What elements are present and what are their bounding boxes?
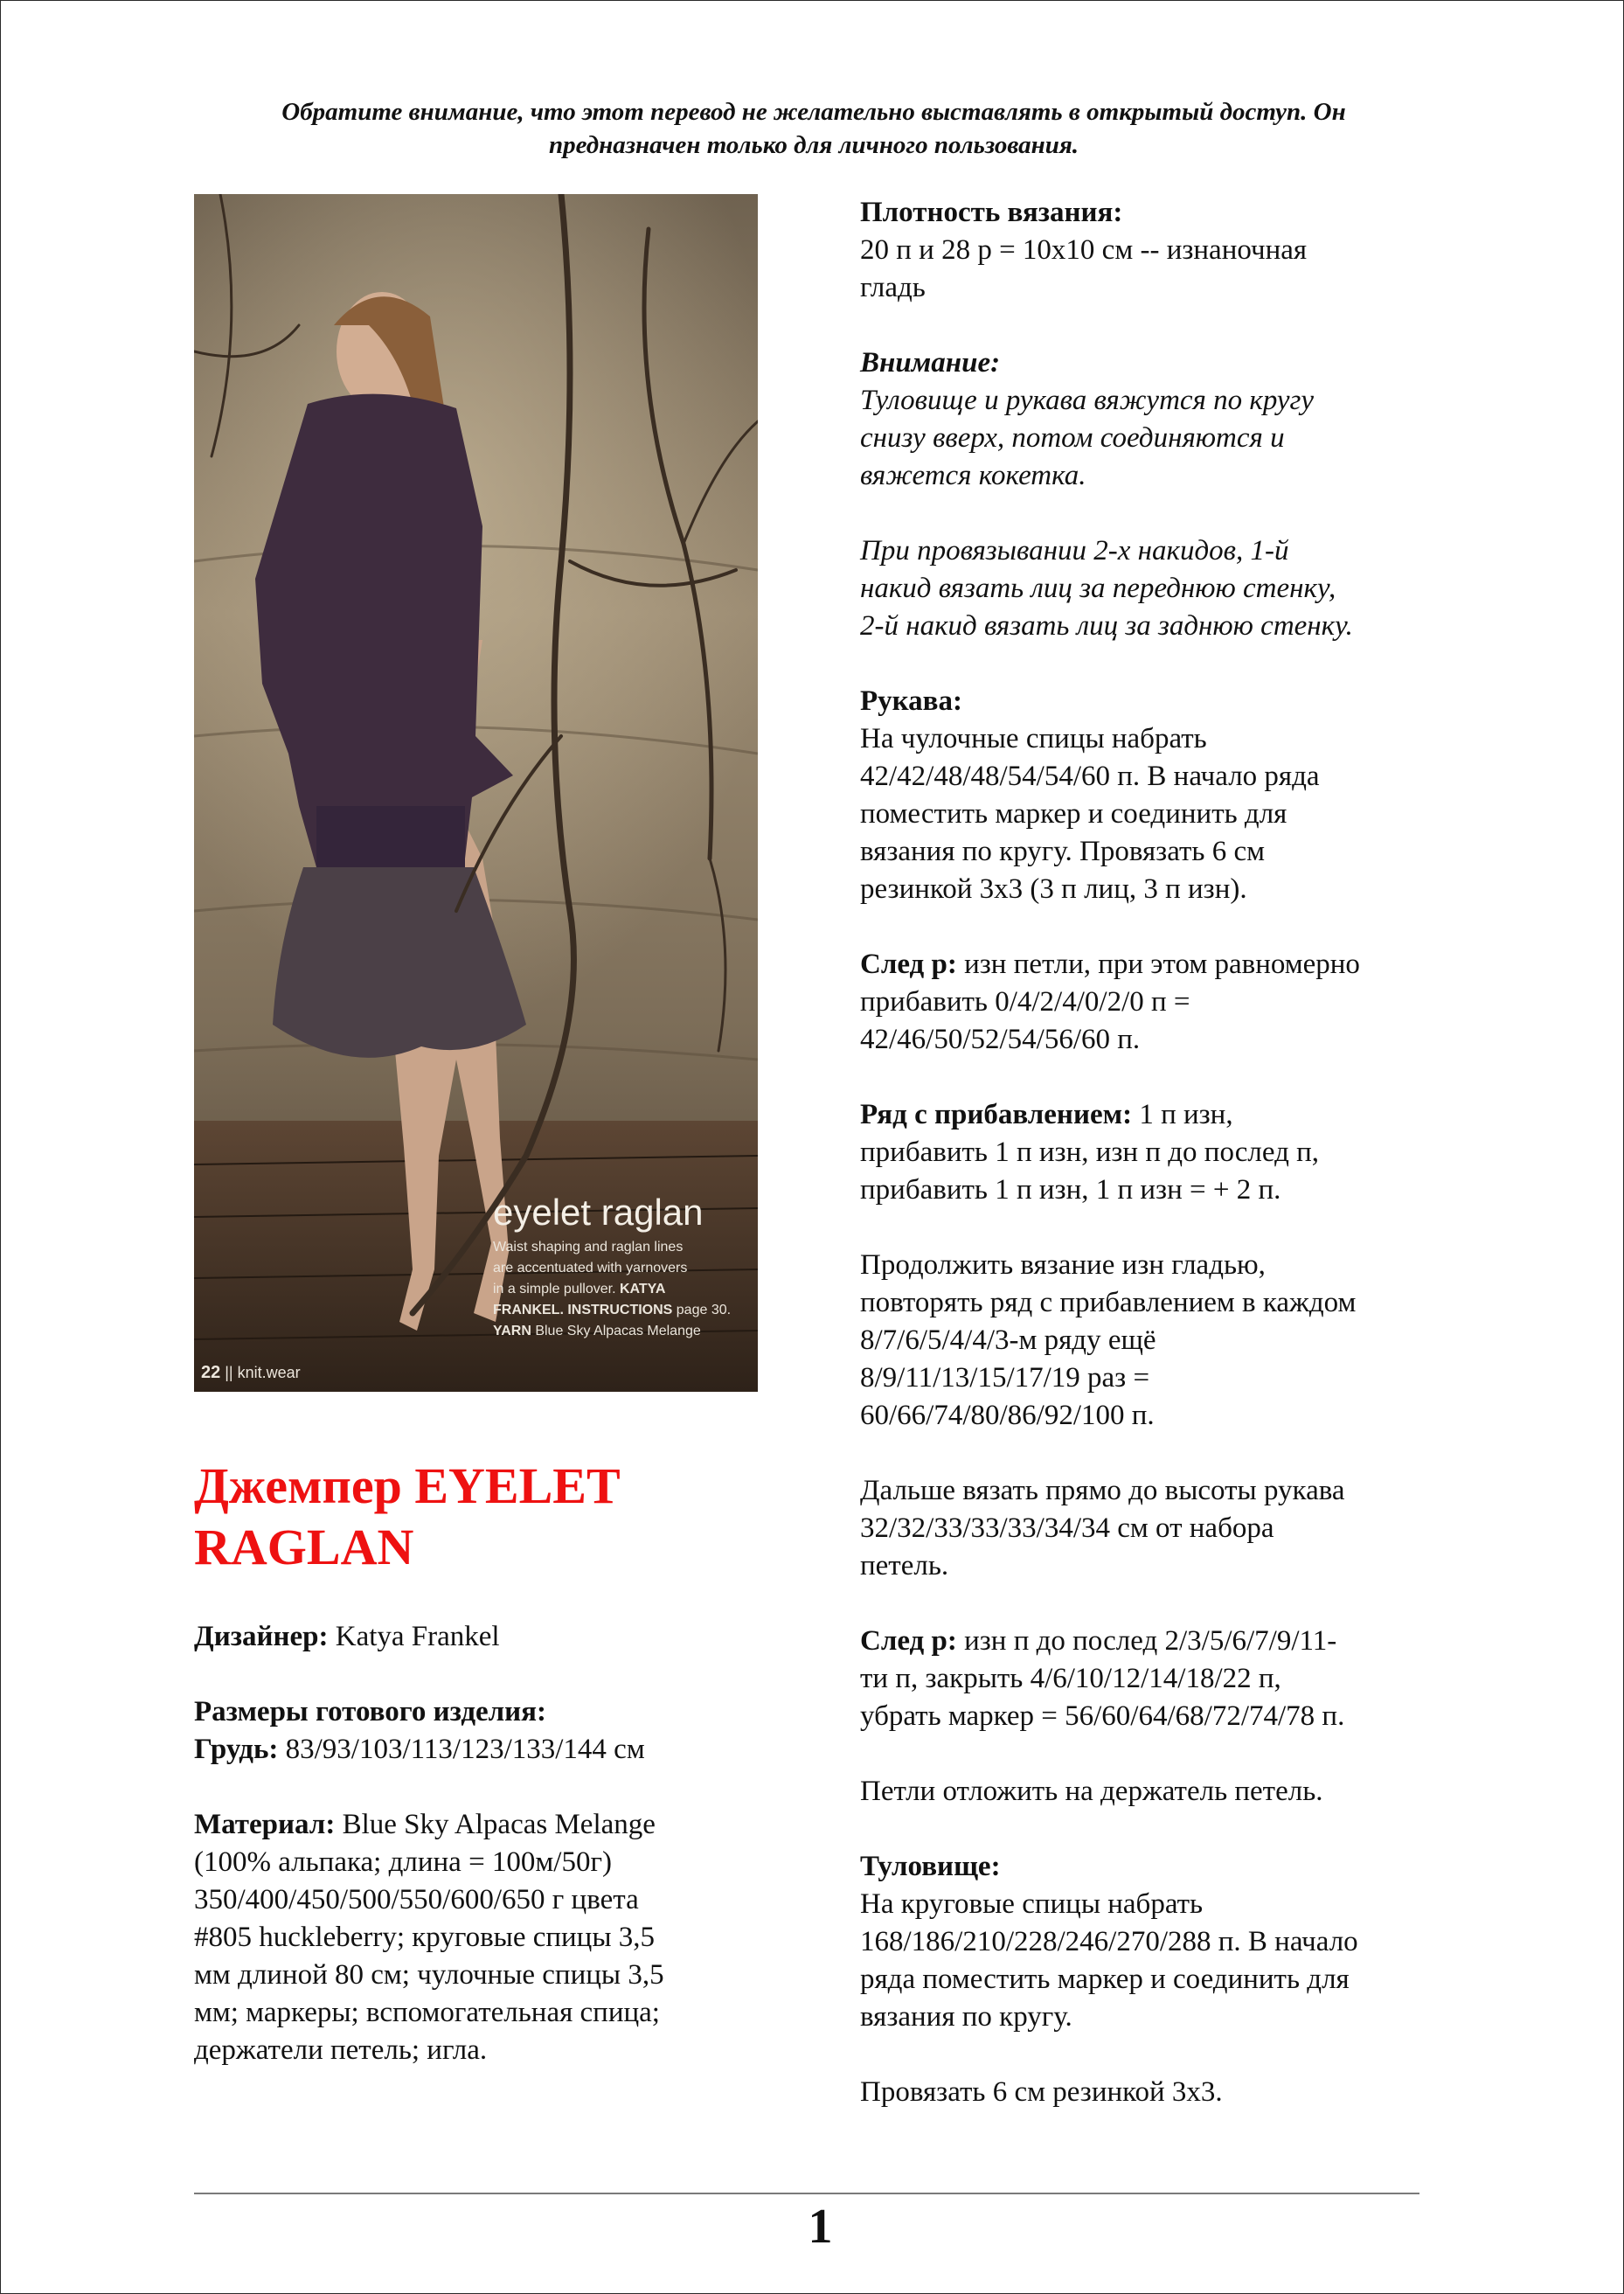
caption-page: page 30. (676, 1303, 732, 1317)
sleeve-line-5: резинкой 3х3 (3 п лиц, 3 п изн). (860, 873, 1247, 905)
straight-line-1: Дальше вязать прямо до высоты рукава (860, 1475, 1345, 1506)
gauge-heading: Плотность вязания: (860, 197, 1123, 228)
material-line-7: держатели петель; игла. (194, 2034, 488, 2066)
page-number: 1 (808, 2200, 833, 2254)
left-column (194, 194, 762, 2069)
pattern-photo (194, 194, 758, 1392)
notice-line-1: Обратите внимание, что этот перевод не желательно выставлять в открытый доступ. Он (281, 98, 1346, 126)
next-row-2-label: След р: (860, 1625, 957, 1657)
attention-heading: Внимание: (860, 347, 1001, 379)
next-row-2 (860, 1623, 1437, 1660)
sleeve-line-4: вязания по кругу. Провязать 6 см (860, 836, 1265, 867)
title-line-2: RAGLAN (194, 1519, 414, 1575)
designer (194, 1618, 762, 1656)
material-line-2: (100% альпака; длина = 100м/50г) (194, 1846, 613, 1878)
folio-text: knit.wear (237, 1364, 301, 1381)
material-line-5: мм длиной 80 см; чулочные спицы 3,5 (194, 1959, 664, 1991)
continue-line-1: Продолжить вязание изн гладью, (860, 1249, 1266, 1281)
caption-line-3 (493, 1279, 746, 1300)
body-line-2: 168/186/210/228/246/270/288 п. В начало (860, 1926, 1358, 1957)
caption-yarn: Blue Sky Alpacas Melange (535, 1324, 701, 1338)
caption-author-a: KATYA (619, 1282, 666, 1296)
continue-line-2: повторять ряд с прибавлением в каждом (860, 1287, 1357, 1318)
material-l1: Blue Sky Alpacas Melange (342, 1809, 656, 1840)
increase-row-label: Ряд с прибавлением: (860, 1099, 1133, 1130)
pattern-title (194, 1456, 762, 1578)
sweater-ribbing (316, 806, 465, 867)
continue-line-4: 8/9/11/13/15/17/19 раз = (860, 1362, 1150, 1394)
next-row-1-line-3: 42/46/50/52/54/56/60 п. (860, 1024, 1141, 1055)
hold-stitches: Петли отложить на держатель петель. (860, 1776, 1323, 1807)
attention-line-3: вяжется кокетка. (860, 460, 1086, 491)
next-row-2-line-3: убрать маркер = 56/60/64/68/72/74/78 п. (860, 1700, 1345, 1732)
material-line-4: #805 huckleberry; круговые спицы 3,5 (194, 1922, 656, 1953)
next-row-1-line-2: прибавить 0/4/2/4/0/2/0 п = (860, 986, 1190, 1018)
next-row-1 (860, 946, 1437, 984)
attention-line-1: Туловище и рукава вяжутся по кругу (860, 385, 1315, 416)
attention-line-5: накид вязать лиц за переднюю стенку, (860, 573, 1336, 604)
increase-row-text: 1 п изн, (1139, 1099, 1233, 1130)
designer-value: Katya Frankel (335, 1621, 500, 1652)
caption-line-1: Waist shaping and raglan lines (493, 1240, 684, 1255)
material-label: Материал: (194, 1809, 336, 1840)
right-column (860, 194, 1437, 2111)
title-line-1: Джемпер EYELET (194, 1457, 621, 1514)
next-row-2-text: изн п до послед 2/3/5/6/7/9/11- (964, 1625, 1337, 1657)
next-row-1-text: изн петли, при этом равномерно (964, 949, 1360, 980)
caption-yarn-label: YARN (493, 1324, 531, 1338)
chest-value: 83/93/103/113/123/133/144 см (285, 1734, 645, 1765)
folio-number: 22 (201, 1363, 221, 1382)
body-ribbing: Провязать 6 см резинкой 3х3. (860, 2076, 1223, 2108)
sleeve-line-3: поместить маркер и соединить для (860, 798, 1287, 830)
next-row-2-line-2: ти п, закрыть 4/6/10/12/14/18/22 п, (860, 1663, 1281, 1694)
photo-caption (493, 1237, 746, 1342)
gauge-line-2: гладь (860, 272, 926, 303)
sizes-heading: Размеры готового изделия: (194, 1696, 547, 1727)
caption-author-b: FRANKEL. INSTRUCTIONS (493, 1303, 673, 1317)
body-line-1: На круговые спицы набрать (860, 1888, 1204, 1920)
body-line-4: вязания по кругу. (860, 2001, 1072, 2033)
material-line-6: мм; маркеры; вспомогательная спица; (194, 1997, 660, 2028)
material-line-1 (194, 1806, 762, 1844)
sleeve-line-2: 42/42/48/48/54/54/60 п. В начало ряда (860, 761, 1320, 792)
increase-row (860, 1096, 1437, 1134)
footer-rule (194, 2193, 1419, 2194)
notice-line-2: предназначен только для личного пользования. (548, 131, 1079, 159)
attention-line-2: снизу вверх, потом соединяются и (860, 422, 1285, 454)
material-line-3: 350/400/450/500/550/600/650 г цвета (194, 1884, 639, 1915)
body-heading: Туловище: (860, 1851, 1001, 1882)
sleeve-heading: Рукава: (860, 685, 962, 717)
increase-row-line-3: прибавить 1 п изн, 1 п изн = + 2 п. (860, 1174, 1281, 1206)
caption-line-3-text: in a simple pullover. (493, 1282, 616, 1296)
caption-line-4 (493, 1300, 746, 1321)
next-row-1-label: След р: (860, 949, 957, 980)
sleeve-line-1: На чулочные спицы набрать (860, 723, 1207, 754)
photo-caption-title: eyelet raglan (493, 1192, 704, 1233)
body-line-3: ряда поместить маркер и соединить для (860, 1964, 1350, 1995)
increase-row-line-2: прибавить 1 п изн, изн п до послед п, (860, 1137, 1320, 1168)
attention-line-6: 2-й накид вязать лиц за заднюю стенку. (860, 610, 1353, 642)
caption-line-5 (493, 1321, 746, 1342)
chest-label: Грудь: (194, 1734, 279, 1765)
magazine-folio: 22 || knit.wear (201, 1363, 301, 1382)
continue-line-5: 60/66/74/80/86/92/100 п. (860, 1400, 1155, 1431)
copyright-notice (193, 95, 1434, 162)
chest-sizes (194, 1731, 762, 1769)
straight-line-2: 32/32/33/33/33/34/34 см от набора (860, 1512, 1274, 1544)
continue-line-3: 8/7/6/5/4/4/3-м ряду ещё (860, 1324, 1156, 1356)
attention-line-4: При провязывании 2-х накидов, 1-й (860, 535, 1289, 567)
straight-line-3: петель. (860, 1550, 949, 1581)
caption-line-2: are accentuated with yarnovers (493, 1261, 688, 1276)
designer-label: Дизайнер: (194, 1621, 329, 1652)
gauge-line-1: 20 п и 28 р = 10х10 см -- изнаночная (860, 234, 1308, 266)
